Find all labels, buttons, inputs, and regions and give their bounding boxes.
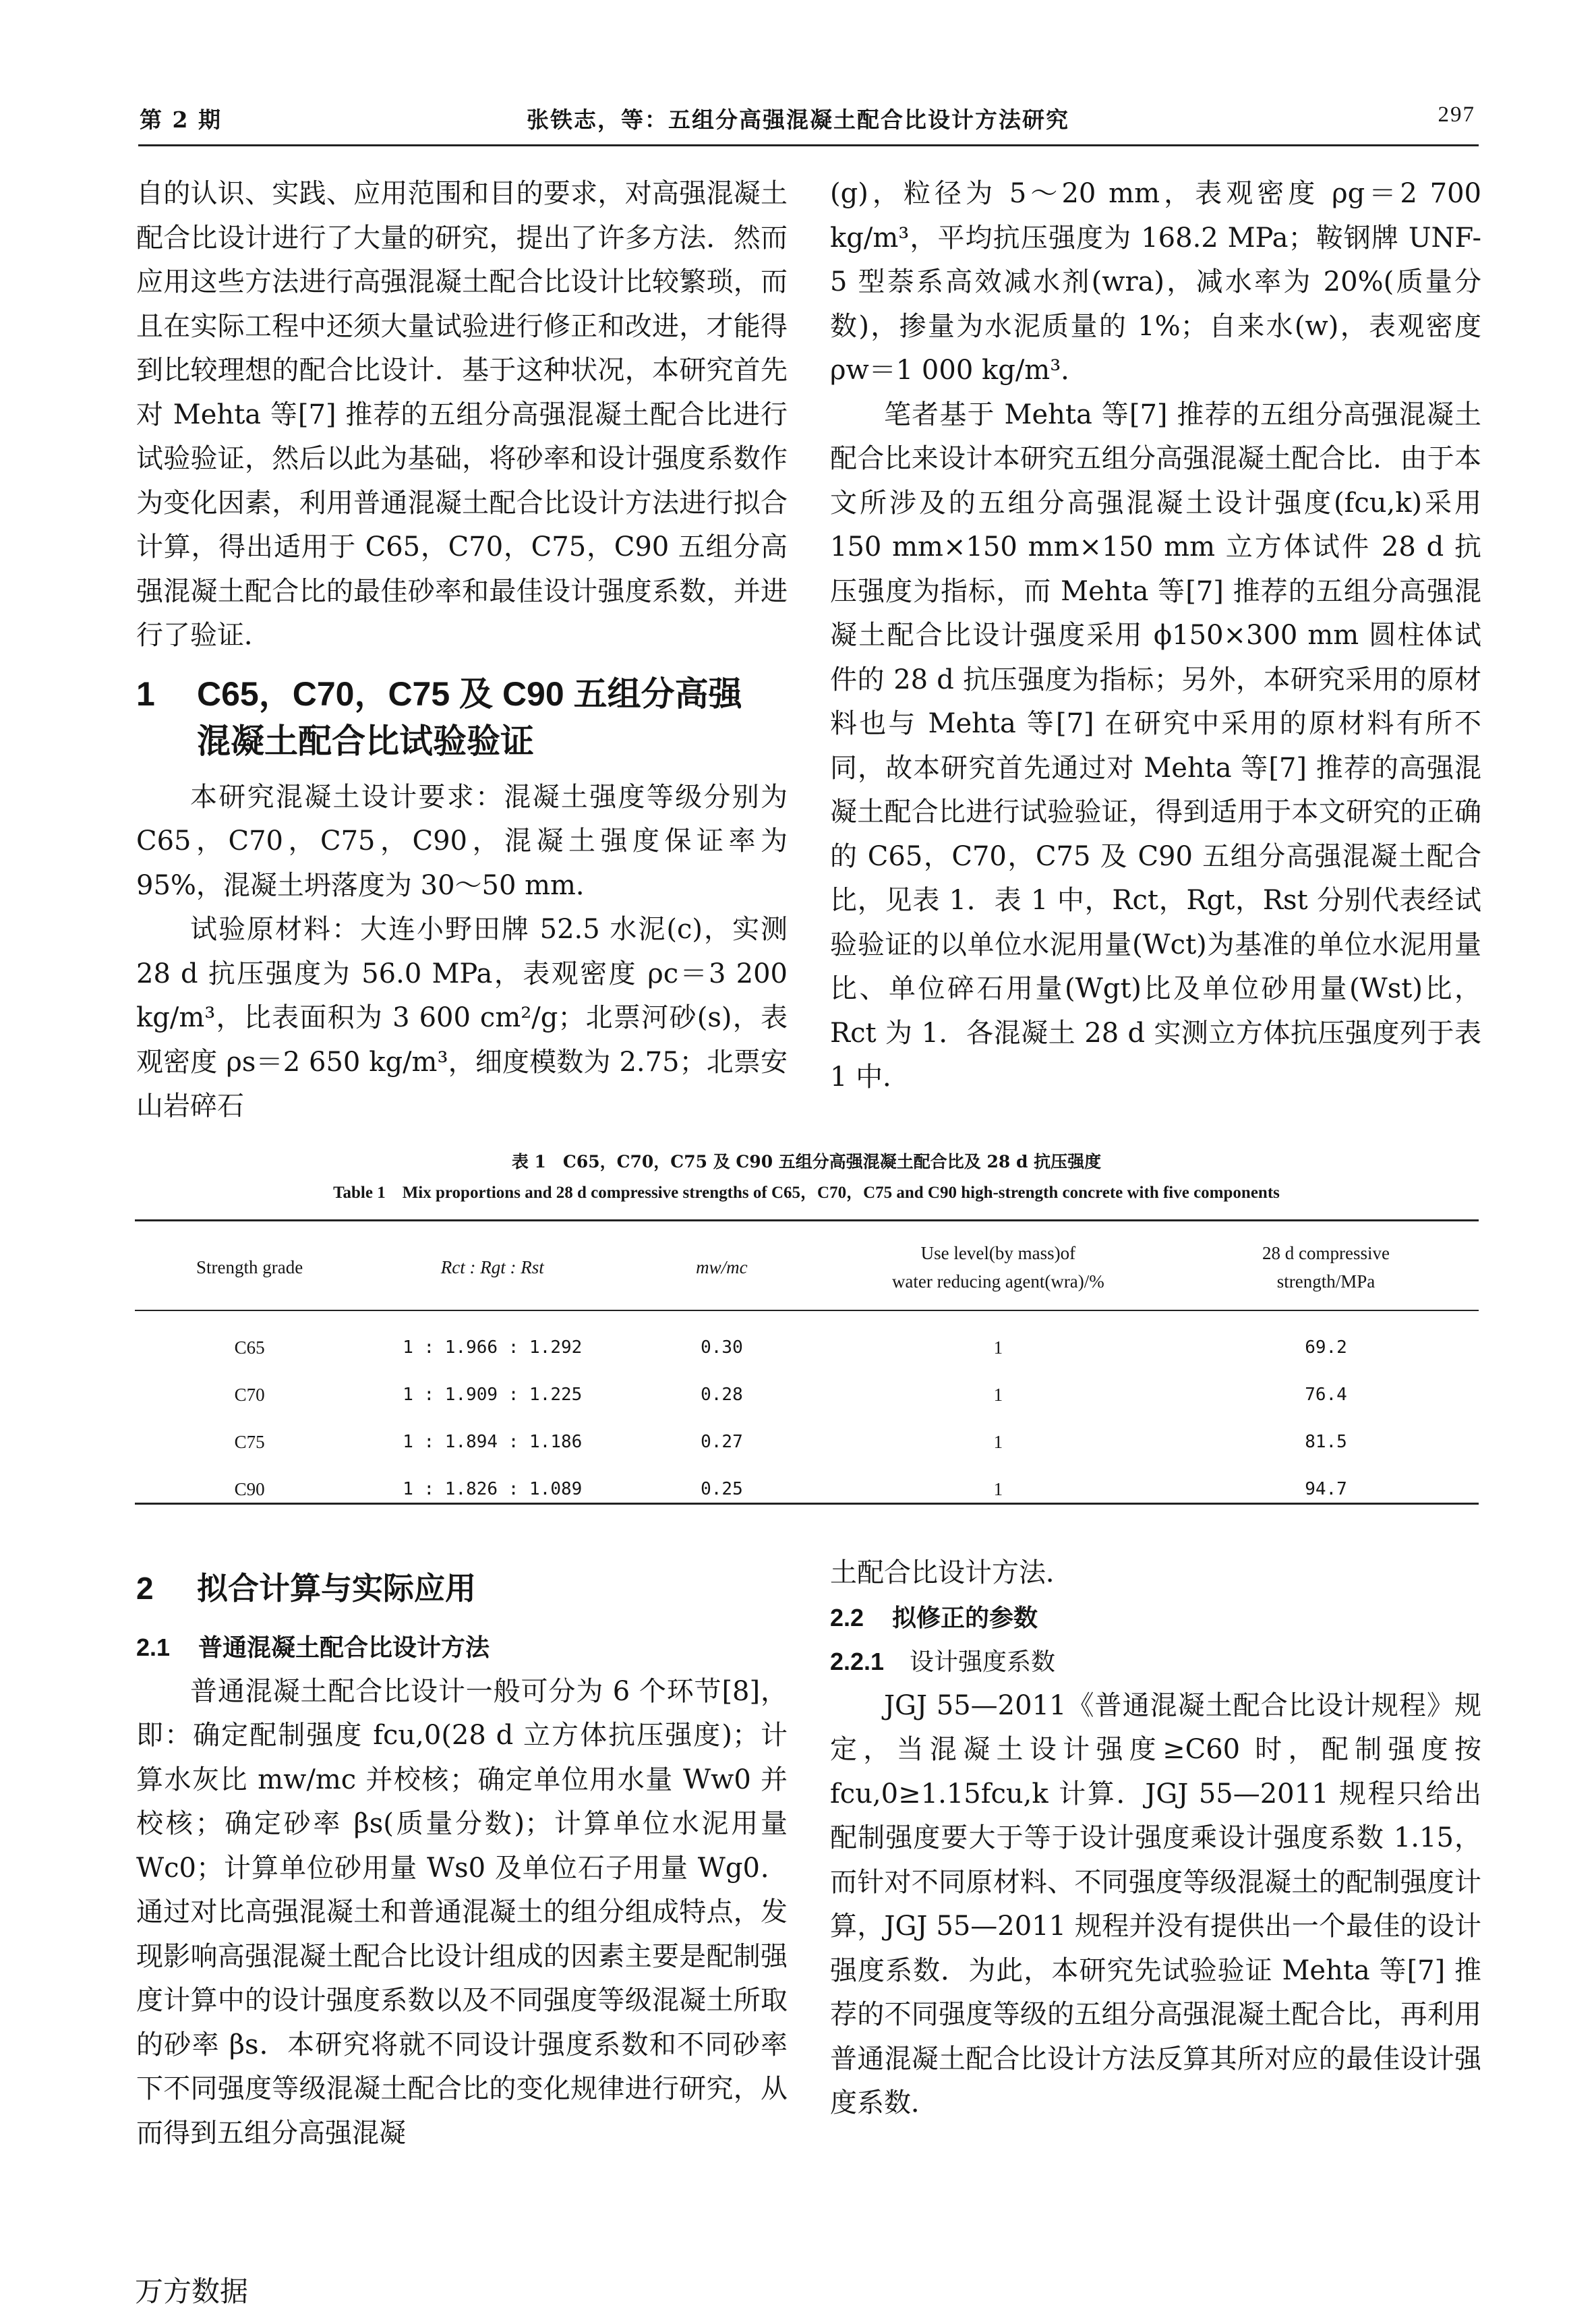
cell-wc: 0.27: [701, 1432, 743, 1452]
section-1-title-line1: C65，C70，C75 及 C90 五组分高强: [197, 674, 742, 713]
cell-ratio: 1 : 1.826 : 1.089: [403, 1479, 583, 1499]
section-1-title-line2: 混凝土配合比试验验证: [197, 722, 534, 760]
col-header-wra-line2: water reducing agent(wra)/%: [891, 1271, 1104, 1292]
subsection-2-2-number: 2.2: [830, 1603, 864, 1631]
cell-grade: C90: [234, 1478, 265, 1499]
cell-wra: 1: [993, 1337, 1003, 1358]
table-header-row: [135, 1224, 1479, 1310]
right-column-bottom: [830, 1551, 1481, 2126]
cell-wra: 1: [993, 1384, 1003, 1405]
cell-wc: 0.25: [701, 1479, 743, 1499]
section-2-heading: [136, 1565, 788, 1612]
subsection-2-1-number: 2.1: [136, 1633, 171, 1661]
col-header-ratio: Rct : Rgt : Rst: [440, 1256, 544, 1277]
cell-wc: 0.28: [701, 1385, 743, 1405]
header-rule: [138, 144, 1479, 146]
footer-watermark: 万方数据: [135, 2275, 249, 2308]
left-column-bottom: [136, 1565, 788, 2155]
cell-wc: 0.30: [701, 1337, 743, 1358]
materials-continued-paragraph: (g)，粒径为 5～20 mm，表观密度 ρg＝2 700 kg/m³，平均抗压强度为 168.2 MPa；鞍钢牌 UNF-5 型萘系高效减水剂(wra)，减水率为 20%(质量分数)，掺量为水泥质量的 1%；自来水(w)，表观密度 ρw＝1 000 kg/m³．: [830, 178, 1481, 386]
table-row: [135, 1418, 1479, 1466]
cell-strength: 81.5: [1305, 1432, 1347, 1452]
header-issue: 第 2 期: [140, 107, 222, 133]
subsection-2-1-heading: [136, 1625, 788, 1670]
materials-paragraph: 试验原材料：大连小野田牌 52.5 水泥(c)，实测 28 d 抗压强度为 56.0 MPa，表观密度 ρc＝3 200 kg/m³，比表面积为 3 600 cm²/g；北票河砂(s)，表观密度 ρs＝2 650 kg/m³，细度模数为 2.75；北票安山岩碎石: [136, 914, 788, 1122]
cell-strength: 69.2: [1305, 1337, 1347, 1358]
design-strength-coefficient-paragraph: JGJ 55—2011《普通混凝土配合比设计规程》规定，当混凝土设计强度≥C60 时，配制强度按 fcu,0≥1.15fcu,k 计算．JGJ 55—2011 规程只给出配制强度要大于等于设计强度乘设计强度系数 1.15，而针对不同原材料、不同强度等级混凝土的配制强度计算，JGJ 55—2011 规程并没有提供出一个最佳的设计强度系数．为此，本研究先试验验证 Mehta 等[7] 推荐的不同强度等级的五组分高强混凝土配合比，再利用普通混凝土配合比设计方法反算其所对应的最佳设计强度系数．: [830, 1689, 1481, 2118]
cell-grade: C70: [234, 1384, 265, 1405]
mehta-paragraph: 笔者基于 Mehta 等[7] 推荐的五组分高强混凝土配合比来设计本研究五组分高强混凝土配合比．由于本文所涉及的五组分高强混凝土设计强度(fcu,k)采用 150 mm×150 mm×150 mm 立方体试件 28 d 抗压强度为指标，而 Mehta 等[7] 推荐的五组分高强混凝土配合比设计强度采用 ϕ150×300 mm 圆柱体试件的 28 d 抗压强度为指标；另外，本研究采用的原材料也与 Mehta 等[7] 在研究中采用的原材料有所不同，故本研究首先通过对 Mehta 等[7] 推荐的高强混凝土配合比进行试验验证，得到适用于本文研究的正确的 C65，C70，C75 及 C90 五组分高强混凝土配合比，见表 1．表 1 中，Rct，Rgt，Rst 分别代表经试验验证的以单位水泥用量(Wct)为基准的单位水泥用量比、单位碎石用量(Wgt)比及单位砂用量(Wst)比，Rct 为 1．各混凝土 28 d 实测立方体抗压强度列于表 1 中．: [830, 399, 1481, 1093]
subsection-2-1-title: 普通混凝土配合比设计方法: [198, 1633, 490, 1661]
cell-wra: 1: [993, 1478, 1003, 1499]
col-header-wra: [823, 1224, 1173, 1310]
cell-grade: C75: [234, 1431, 265, 1452]
table-1-caption-cn: 表 1 C65，C70，C75 及 C90 五组分高强混凝土配合比及 28 d 抗压强度: [511, 1152, 1102, 1171]
method-paragraph-continued: 土配合比设计方法．: [830, 1557, 1073, 1588]
cell-ratio: 1 : 1.894 : 1.186: [403, 1432, 583, 1452]
cell-strength: 94.7: [1305, 1479, 1347, 1499]
subsection-2-2-title: 拟修正的参数: [892, 1603, 1038, 1631]
intro-paragraph: 自的认识、实践、应用范围和目的要求，对高强混凝土配合比设计进行了大量的研究，提出了许多方法．然而应用这些方法进行高强混凝土配合比设计比较繁琐，而且在实际工程中还须大量试验进行修正和改进，才能得到比较理想的配合比设计．基于这种状况，本研究首先对 Mehta 等[7] 推荐的五组分高强混凝土配合比进行试验验证，然后以此为基础，将砂率和设计强度系数作为变化因素，利用普通混凝土配合比设计方法进行拟合计算，得出适用于 C65，C70，C75，C90 五组分高强混凝土配合比的最佳砂率和最佳设计强度系数，并进行了验证．: [136, 178, 788, 651]
table-row: [135, 1310, 1479, 1371]
section-2-title: 拟合计算与实际应用: [197, 1571, 476, 1606]
section-1-heading: [136, 670, 788, 765]
table-top-rule: [135, 1219, 1479, 1221]
header-page-number: 297: [1438, 103, 1475, 127]
subsection-2-2-1-heading: [830, 1640, 1481, 1684]
subsection-2-2-1-title: 设计强度系数: [910, 1648, 1056, 1675]
table-1: [135, 1224, 1479, 1513]
cell-ratio: 1 : 1.909 : 1.225: [403, 1385, 583, 1405]
cell-strength: 76.4: [1305, 1385, 1347, 1405]
right-column-top: [830, 172, 1481, 1100]
col-header-strength: [1173, 1224, 1479, 1310]
section-1-number: 1: [136, 674, 155, 713]
section-2-number: 2: [136, 1571, 154, 1606]
table-1-caption-en: Table 1 Mix proportions and 28 d compressive strengths of C65，C70，C75 and C90 high-strength concrete with five components: [333, 1184, 1280, 1202]
table-row: [135, 1466, 1479, 1513]
method-paragraph: 普通混凝土配合比设计一般可分为 6 个环节[8]，即：确定配制强度 fcu,0(28 d 立方体抗压强度)；计算水灰比 mw/mc 并校核；确定单位用水量 Ww0 并校核；确定砂率 βs(质量分数)；计算单位水泥用量 Wc0；计算单位砂用量 Ws0 及单位石子用量 Wg0．通过对比高强混凝土和普通混凝土的组分组成特点，发现影响高强混凝土配合比设计组成的因素主要是配制强度计算中的设计强度系数以及不同强度等级混凝土所取的砂率 βs．本研究将就不同设计强度系数和不同砂率下不同强度等级混凝土配合比的变化规律进行研究，从而得到五组分高强混凝: [136, 1675, 788, 2149]
requirements-paragraph: 本研究混凝土设计要求：混凝土强度等级分别为 C65，C70，C75，C90，混凝土强度保证率为 95%，混凝土坍落度为 30～50 mm．: [136, 781, 788, 901]
table-row: [135, 1371, 1479, 1418]
col-header-strength-line1: 28 d compressive: [1262, 1242, 1390, 1263]
col-header-wra-line1: Use level(by mass)of: [920, 1242, 1076, 1263]
header-title: 张铁志，等：五组分高强混凝土配合比设计方法研究: [527, 107, 1069, 133]
cell-ratio: 1 : 1.966 : 1.292: [403, 1337, 583, 1358]
subsection-2-2-1-number: 2.2.1: [830, 1648, 885, 1675]
col-header-strength-line2: strength/MPa: [1276, 1271, 1376, 1292]
subsection-2-2-heading: [830, 1596, 1481, 1640]
cell-grade: C65: [234, 1337, 265, 1358]
cell-wra: 1: [993, 1431, 1003, 1452]
left-column-top: [136, 172, 788, 1129]
col-header-strength-grade: Strength grade: [196, 1256, 303, 1277]
col-header-water-cement: mw/mc: [696, 1256, 748, 1277]
table-bottom-rule: [135, 1503, 1479, 1505]
